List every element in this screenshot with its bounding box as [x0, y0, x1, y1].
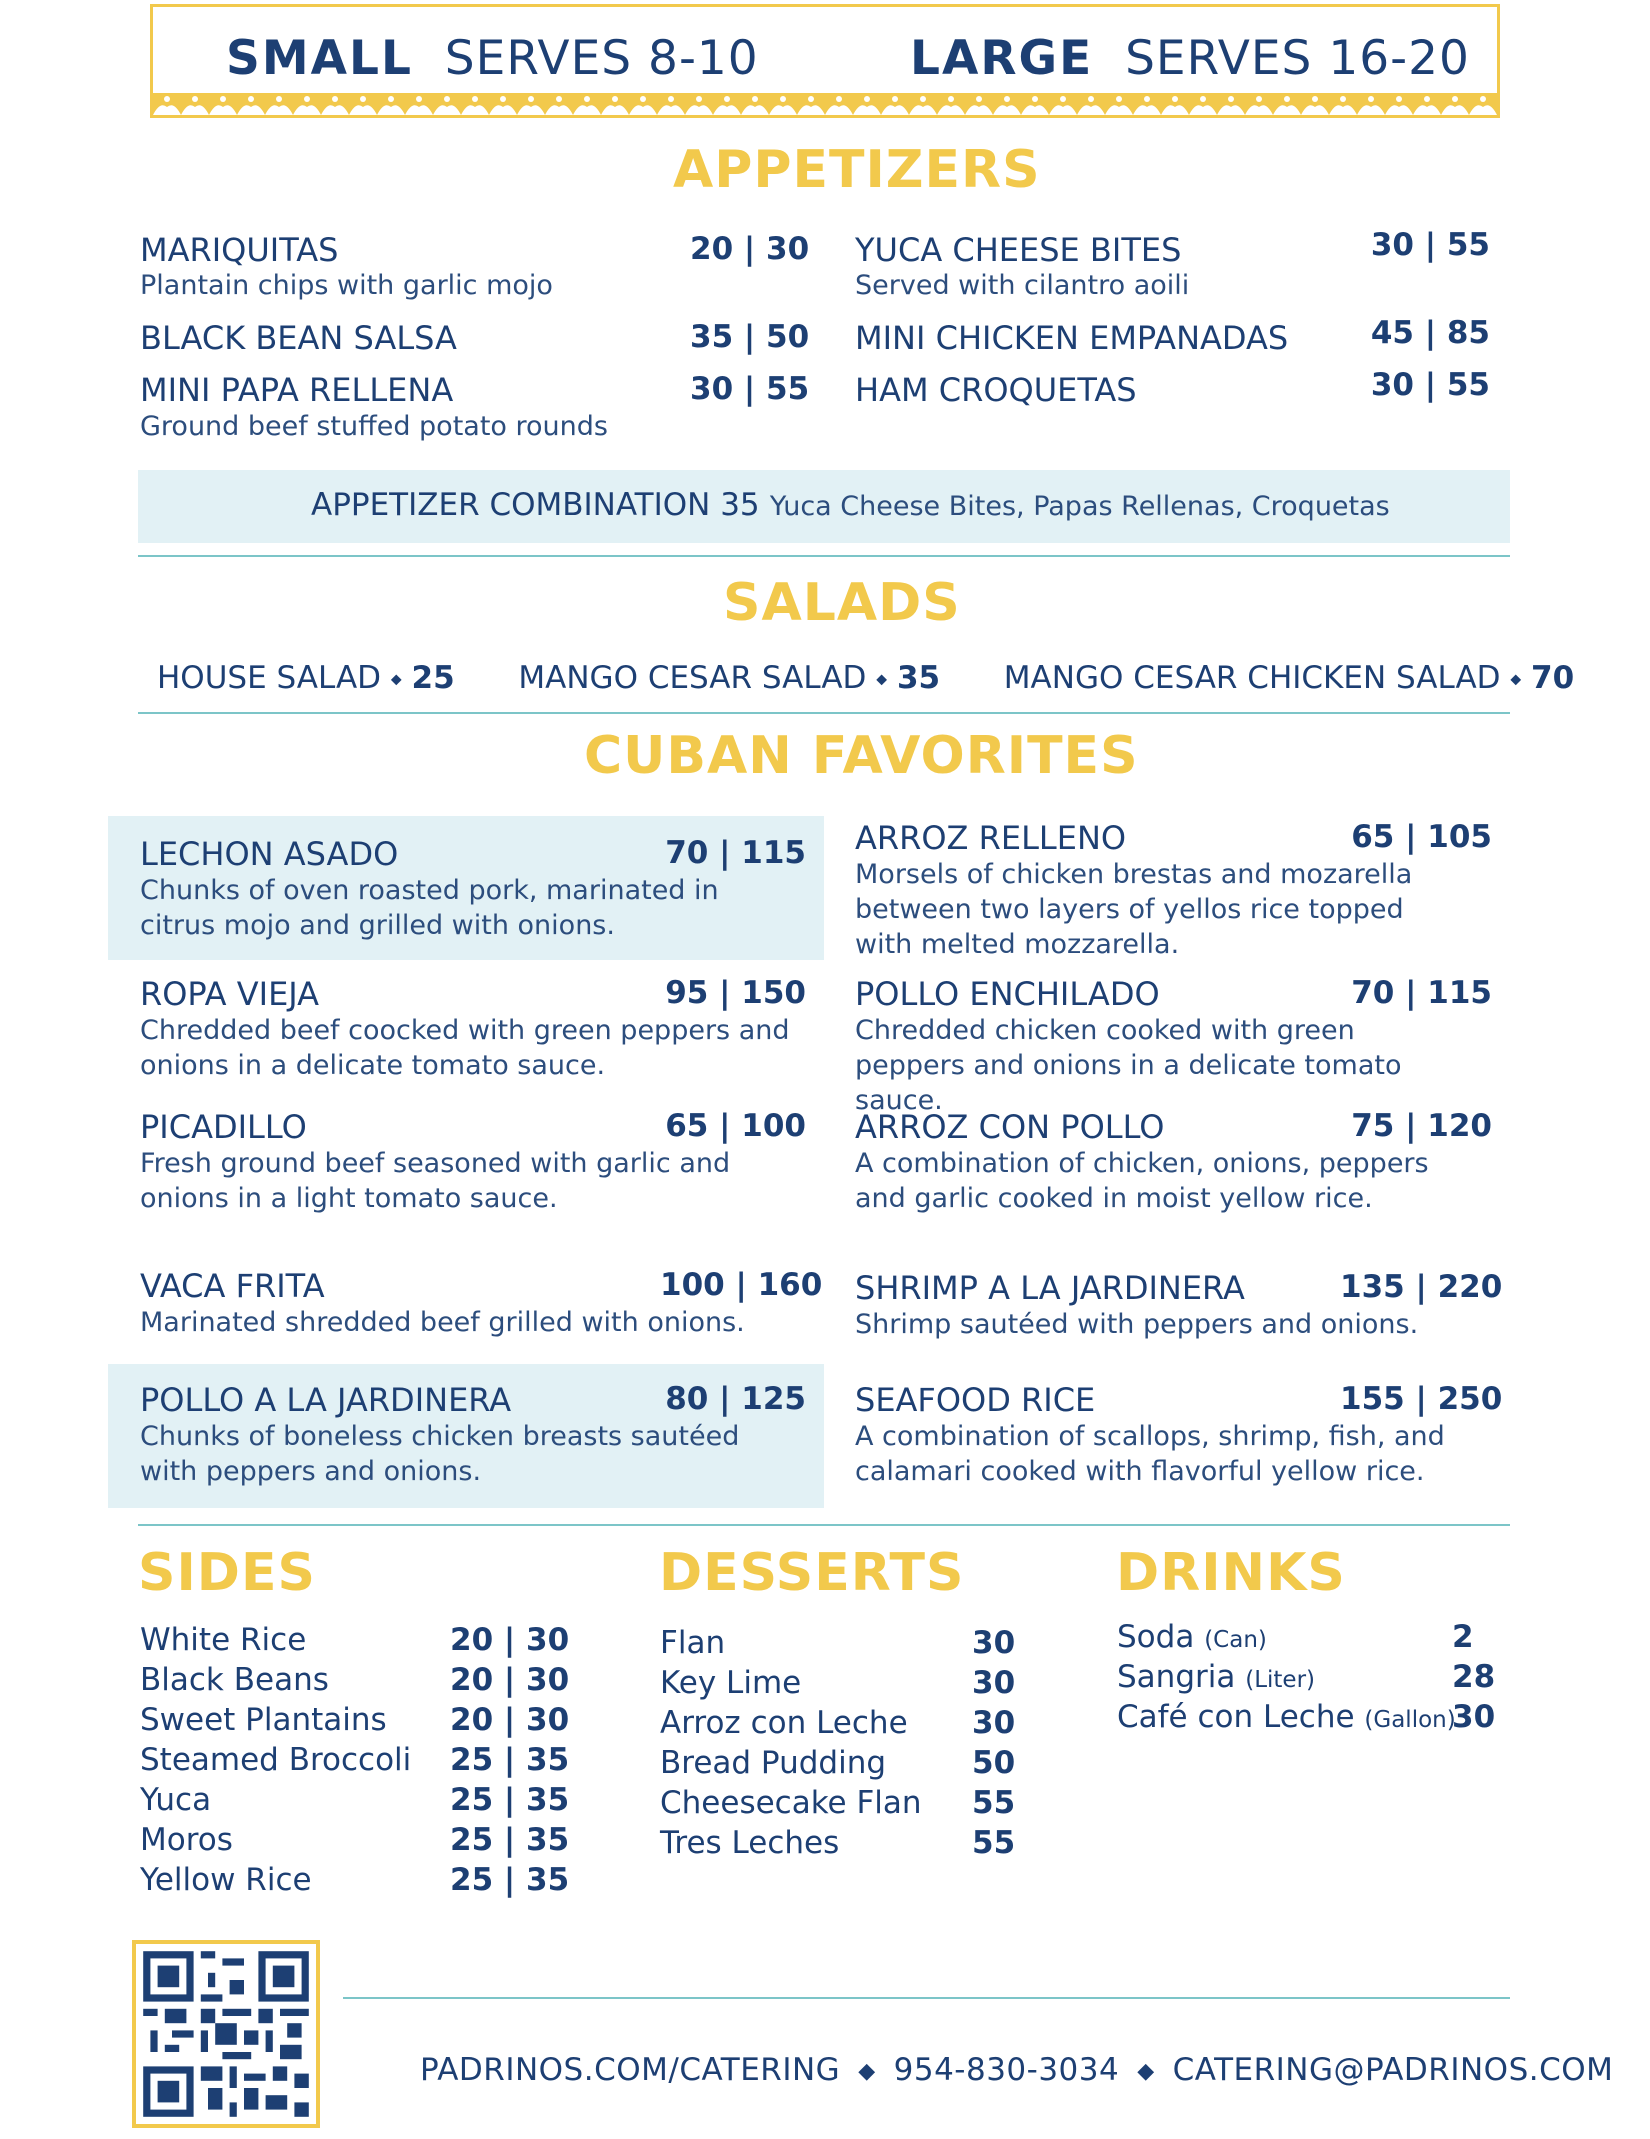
dish-price: 95 | 150 [665, 975, 806, 1011]
divider [138, 555, 1510, 557]
dish-name: ARROZ CON POLLO [855, 1108, 1165, 1146]
drink-size: (Gallon) [1364, 1707, 1456, 1733]
appetizer-price: 30 | 55 [1370, 367, 1490, 403]
drink-size: (Liter) [1245, 1667, 1315, 1693]
drink-price: 2 [1452, 1619, 1474, 1655]
dish-price: 75 | 120 [1351, 1108, 1492, 1144]
dessert-name: Cheesecake Flan [660, 1785, 922, 1821]
side-name: Sweet Plantains [140, 1702, 387, 1738]
side-price: 25 | 35 [450, 1862, 570, 1898]
dessert-name: Tres Leches [660, 1825, 840, 1861]
dessert-price: 55 [972, 1825, 1016, 1861]
combo-label: APPETIZER COMBINATION 35 [311, 487, 760, 523]
decorative-tile-pattern [153, 93, 1497, 115]
drink-price: 28 [1452, 1659, 1496, 1695]
small-label: SMALL [226, 31, 413, 86]
desserts-title: DESSERTS [659, 1543, 965, 1603]
email-link[interactable]: CATERING@PADRINOS.COM [1172, 2052, 1614, 2088]
side-name: Steamed Broccoli [140, 1742, 412, 1778]
side-price: 25 | 35 [450, 1822, 570, 1858]
appetizer-name: BLACK BEAN SALSA [140, 319, 457, 357]
diamond-icon: ◆ [876, 671, 888, 688]
contact-line [420, 2052, 1613, 2088]
side-name: Yellow Rice [140, 1862, 312, 1898]
dish-name: POLLO ENCHILADO [855, 975, 1160, 1013]
dish-price: 80 | 125 [665, 1381, 806, 1417]
dish-desc: Marinated shredded beef grilled with onions. [140, 1307, 745, 1338]
appetizer-name: YUCA CHEESE BITES [855, 231, 1182, 269]
qr-code-graphic [136, 1944, 316, 2124]
appetizer-desc: Plantain chips with garlic mojo [140, 270, 553, 301]
appetizer-name: MARIQUITAS [140, 231, 339, 269]
dish-name: ROPA VIEJA [140, 975, 320, 1013]
dessert-name: Arroz con Leche [660, 1705, 908, 1741]
side-name: White Rice [140, 1622, 307, 1658]
diamond-icon: ◆ [1137, 2059, 1155, 2084]
dish-desc: Chunks of boneless chicken breasts sautéed with peppers and onions. [140, 1421, 740, 1487]
side-name: Moros [140, 1822, 233, 1858]
dessert-price: 50 [972, 1745, 1016, 1781]
dish-name: PICADILLO [140, 1108, 307, 1146]
dish-price: 135 | 220 [1340, 1269, 1503, 1305]
drink-item [1117, 1619, 1267, 1655]
drink-name: Sangria [1117, 1659, 1236, 1695]
side-name: Yuca [140, 1782, 212, 1818]
drink-name: Café con Leche [1117, 1699, 1355, 1735]
divider [138, 1524, 1510, 1526]
dish-name: SEAFOOD RICE [855, 1381, 1096, 1419]
diamond-icon: ◆ [858, 2059, 876, 2084]
dish-name: ARROZ RELLENO [855, 819, 1127, 857]
salad-name: HOUSE SALAD [157, 660, 382, 696]
large-serves-text: SERVES 16-20 [1125, 31, 1470, 86]
appetizer-desc: Ground beef stuffed potato rounds [140, 411, 608, 442]
dish-price: 65 | 100 [665, 1108, 806, 1144]
dessert-price: 30 [972, 1625, 1016, 1661]
dish-price: 65 | 105 [1351, 819, 1492, 855]
dish-desc: A combination of chicken, onions, peppers and garlic cooked in moist yellow rice. [855, 1148, 1429, 1214]
appetizer-name: MINI PAPA RELLENA [140, 371, 454, 409]
salad-price: 35 [896, 660, 941, 696]
side-price: 20 | 30 [450, 1662, 570, 1698]
combo-desc: Yuca Cheese Bites, Papas Rellenas, Croquetas [769, 491, 1390, 522]
dish-price: 155 | 250 [1340, 1381, 1503, 1417]
dessert-name: Bread Pudding [660, 1745, 887, 1781]
appetizer-price: 45 | 85 [1370, 315, 1490, 351]
small-serves-text: SERVES 8-10 [444, 31, 759, 86]
diamond-icon: ◆ [1510, 671, 1522, 688]
drinks-title: DRINKS [1116, 1543, 1346, 1603]
salads-title: SALADS [723, 573, 961, 633]
side-price: 25 | 35 [450, 1782, 570, 1818]
appetizer-combination-band [138, 470, 1510, 543]
drink-size: (Can) [1204, 1627, 1267, 1653]
dessert-price: 30 [972, 1665, 1016, 1701]
cuban-favorites-title: CUBAN FAVORITES [584, 726, 1139, 786]
appetizer-price: 20 | 30 [690, 231, 810, 267]
side-price: 20 | 30 [450, 1702, 570, 1738]
salads-row [157, 660, 1574, 696]
drink-item [1117, 1659, 1315, 1695]
dish-name: POLLO A LA JARDINERA [140, 1381, 512, 1419]
dessert-price: 55 [972, 1785, 1016, 1821]
drink-item [1117, 1699, 1456, 1735]
side-name: Black Beans [140, 1662, 329, 1698]
dish-desc: Chunks of oven roasted pork, marinated in citrus mojo and grilled with onions. [140, 875, 719, 941]
dish-price: 70 | 115 [665, 835, 806, 871]
dish-desc: Shrimp sautéed with peppers and onions. [855, 1309, 1419, 1340]
drink-name: Soda [1117, 1619, 1195, 1655]
salad-name: MANGO CESAR CHICKEN SALAD [1003, 660, 1501, 696]
dish-price: 100 | 160 [660, 1267, 823, 1303]
dish-desc: Chredded beef coocked with green peppers and onions in a delicate tomato sauce. [140, 1015, 790, 1081]
side-price: 20 | 30 [450, 1622, 570, 1658]
appetizer-combination [311, 487, 1390, 523]
large-label: LARGE [910, 31, 1094, 86]
dessert-price: 30 [972, 1705, 1016, 1741]
dish-name: LECHON ASADO [140, 835, 399, 873]
dish-name: SHRIMP A LA JARDINERA [855, 1269, 1245, 1307]
salad-price: 25 [411, 660, 455, 696]
small-serves [226, 31, 759, 86]
dish-desc: Morsels of chicken brestas and mozarella between two layers of yellos rice topped with melted mozzarella. [855, 859, 1413, 960]
diamond-icon: ◆ [390, 671, 402, 688]
dessert-name: Flan [660, 1625, 726, 1661]
dish-name: VACA FRITA [140, 1267, 325, 1305]
appetizer-name: HAM CROQUETAS [855, 371, 1137, 409]
appetizers-title: APPETIZERS [673, 140, 1041, 200]
appetizer-price: 30 | 55 [690, 371, 810, 407]
dish-price: 70 | 115 [1351, 975, 1492, 1011]
sides-title: SIDES [138, 1543, 316, 1603]
website-link[interactable]: PADRINOS.COM/CATERING [420, 2052, 841, 2088]
dish-desc: Chredded chicken cooked with green peppers and onions in a delicate tomato sauce. [855, 1015, 1402, 1116]
drink-price: 30 [1452, 1699, 1496, 1735]
salad-price: 70 [1531, 660, 1575, 696]
serves-banner [150, 4, 1500, 118]
appetizer-name: MINI CHICKEN EMPANADAS [855, 319, 1289, 357]
appetizer-price: 30 | 55 [1370, 227, 1490, 263]
appetizer-price: 35 | 50 [690, 319, 810, 355]
salad-name: MANGO CESAR SALAD [518, 660, 867, 696]
qr-code-icon[interactable] [132, 1940, 320, 2128]
divider [138, 712, 1510, 714]
side-price: 25 | 35 [450, 1742, 570, 1778]
dish-desc: Fresh ground beef seasoned with garlic and onions in a light tomato sauce. [140, 1148, 731, 1214]
divider [343, 1997, 1510, 1999]
large-serves [910, 31, 1470, 86]
dish-desc: A combination of scallops, shrimp, fish, and calamari cooked with flavorful yellow rice. [855, 1421, 1445, 1487]
dessert-name: Key Lime [660, 1665, 802, 1701]
appetizer-desc: Served with cilantro aoili [855, 270, 1190, 301]
phone-number[interactable]: 954-830-3034 [893, 2052, 1120, 2088]
